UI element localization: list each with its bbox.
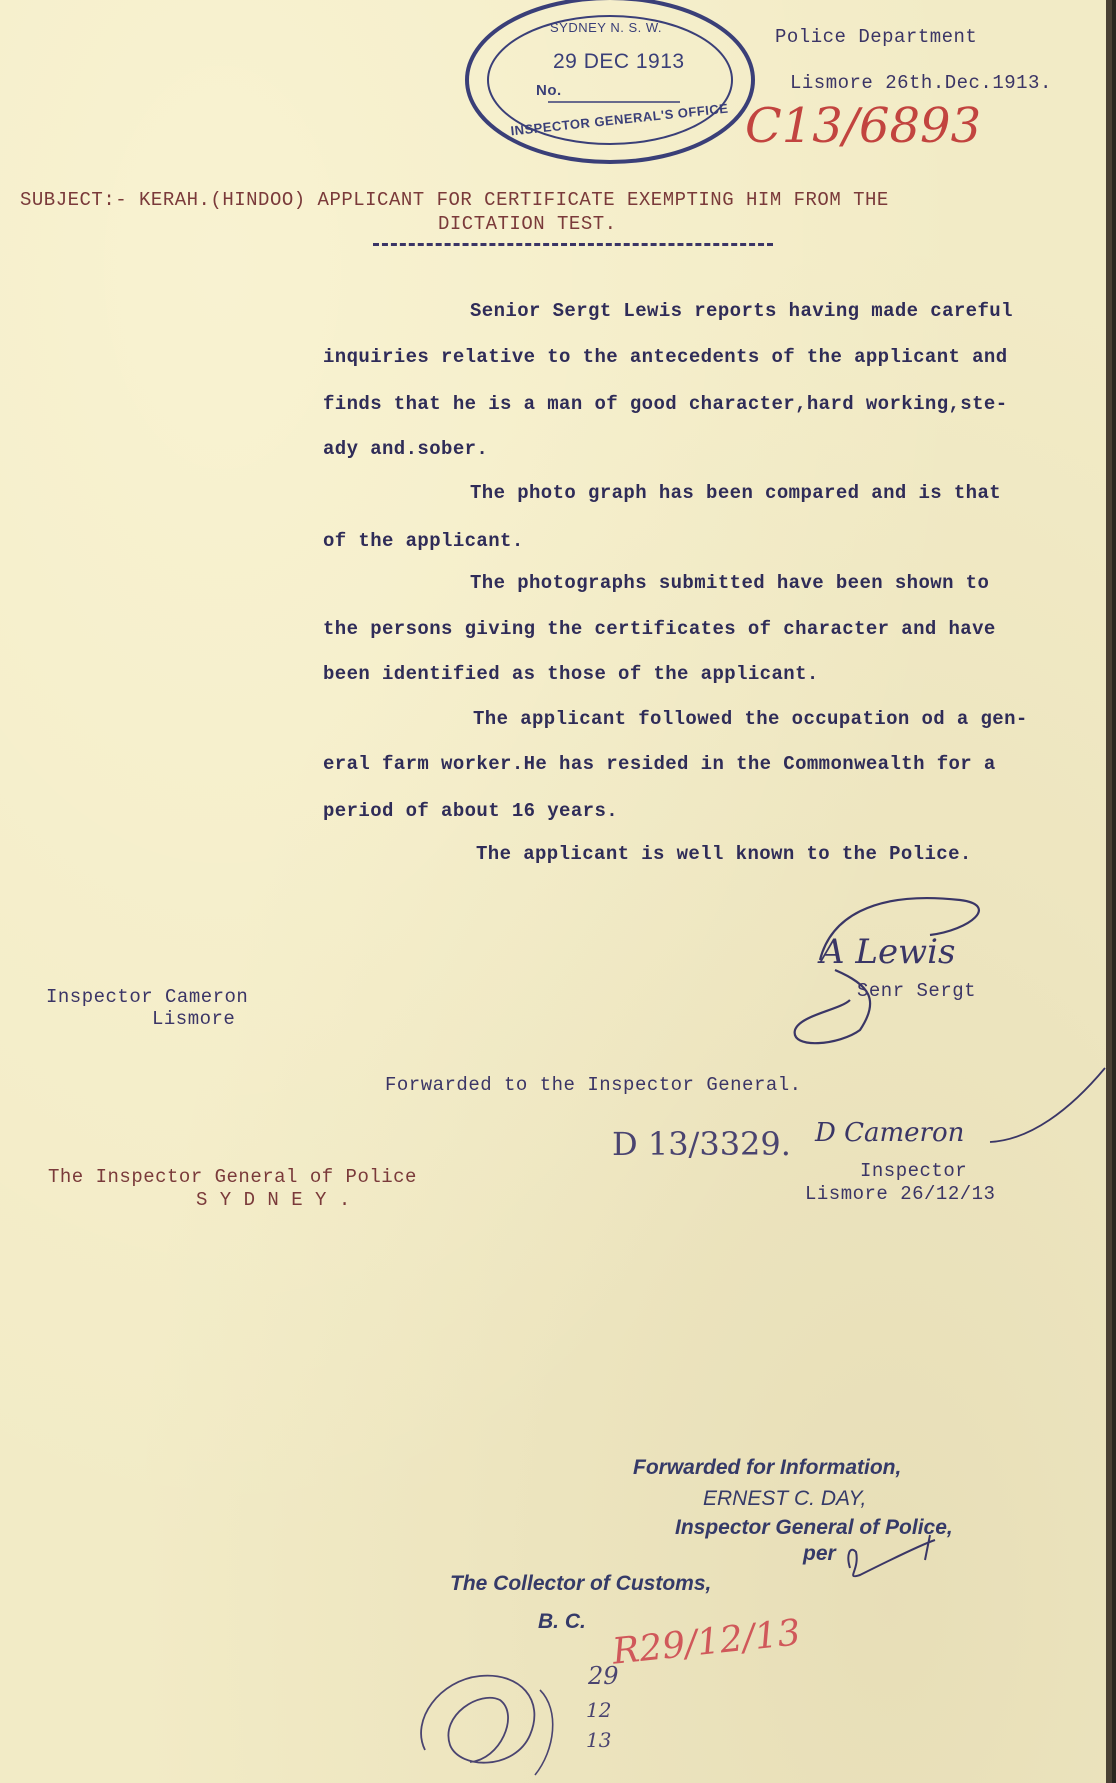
body-line-2: inquiries relative to the antecedents of the applicant and — [323, 346, 1008, 368]
body-line-7: The photographs submitted have been shown to — [470, 572, 990, 594]
ernest-c-day: ERNEST C. DAY, — [703, 1487, 867, 1510]
lewis-signature: A Lewis — [820, 932, 956, 972]
inspector-rank: Inspector — [860, 1160, 968, 1182]
file-number: C13/6893 — [745, 98, 982, 154]
senr-sergt-rank: Senr Sergt — [857, 980, 977, 1002]
subject-line-2: DICTATION TEST. — [438, 213, 617, 235]
body-line-3: finds that he is a man of good character,hard working,ste- — [323, 393, 1008, 415]
department-header: Police Department — [775, 26, 978, 48]
addressee-inspector-general: The Inspector General of Police — [48, 1166, 417, 1188]
reference-number: D 13/3329. — [612, 1125, 791, 1163]
addressee-lismore: Lismore — [152, 1008, 236, 1030]
body-line-11: eral farm worker.He has resided in the Commonwealth for a — [323, 753, 996, 775]
forwarded-for-information: Forwarded for Information, — [633, 1456, 902, 1479]
inspector-place-date: Lismore 26/12/13 — [805, 1183, 996, 1205]
bottom-date-month: 12 — [586, 1698, 612, 1722]
stamp-no-label: No. — [536, 82, 562, 99]
stamp-ring-text: INSPECTOR GENERAL'S OFFICE — [509, 100, 730, 139]
body-line-1: Senior Sergt Lewis reports having made careful — [470, 300, 1013, 322]
body-line-13: The applicant is well known to the Police. — [476, 843, 972, 865]
body-line-5: The photo graph has been compared and is that — [470, 482, 1002, 504]
bottom-date-year: 13 — [586, 1728, 612, 1752]
subject-line-1: SUBJECT:- KERAH.(HINDOO) APPLICANT FOR CERTIFICATE EXEMPTING HIM FROM THE — [20, 189, 889, 211]
collector-of-customs: The Collector of Customs, — [450, 1572, 712, 1595]
body-line-4: ady and.sober. — [323, 438, 489, 460]
collector-place: B. C. — [538, 1610, 586, 1633]
body-line-12: period of about 16 years. — [323, 800, 619, 822]
cameron-signature: D Cameron — [815, 1118, 965, 1148]
body-line-9: been identified as those of the applicant. — [323, 663, 819, 685]
addressee-sydney: S Y D N E Y . — [196, 1189, 351, 1211]
stamp-date: 29 DEC 1913 — [553, 50, 685, 73]
red-receipt-note: R29/12/13 — [610, 1612, 803, 1673]
body-line-8: the persons giving the certificates of character and have — [323, 618, 996, 640]
addressee-inspector-cameron: Inspector Cameron — [46, 986, 249, 1008]
body-line-6: of the applicant. — [323, 530, 524, 552]
bottom-date-day: 29 — [588, 1662, 619, 1690]
body-line-10: The applicant followed the occupation od a gen- — [473, 708, 1028, 730]
forwarded-to-ig: Forwarded to the Inspector General. — [385, 1074, 802, 1096]
stamp-top-text: SYDNEY N. S. W. — [550, 20, 663, 35]
inspector-general-of-police: Inspector General of Police, — [675, 1516, 953, 1539]
per-label: per — [803, 1542, 836, 1565]
place-date: Lismore 26th.Dec.1913. — [790, 72, 1052, 94]
